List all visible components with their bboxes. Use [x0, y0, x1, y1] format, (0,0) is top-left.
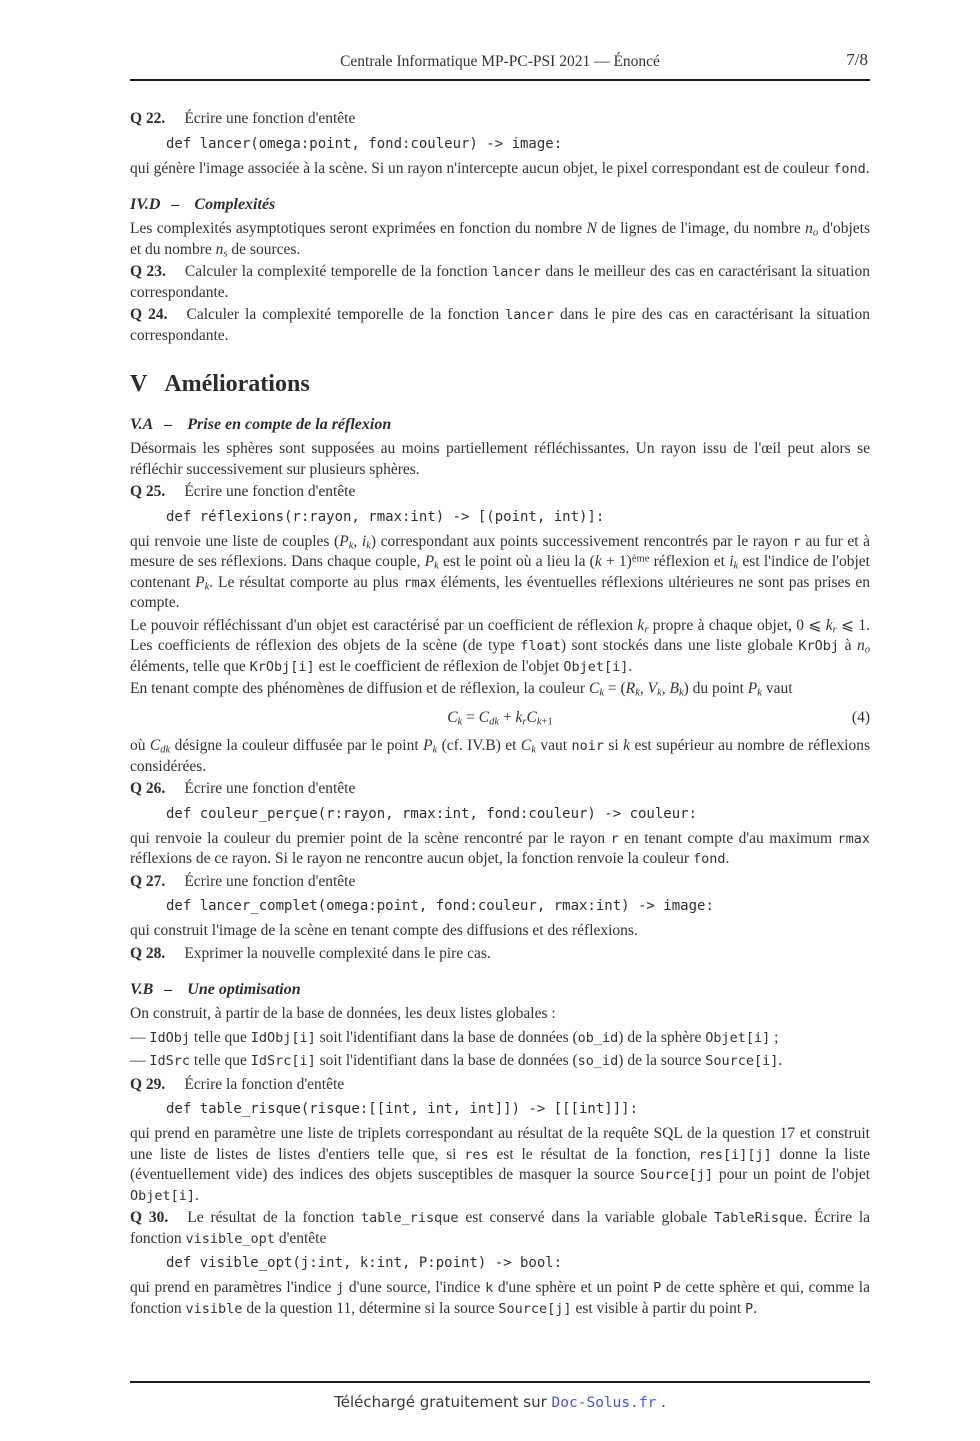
subsection-number: V.A	[130, 416, 154, 433]
inline-code: res	[464, 1146, 489, 1163]
math-var: k	[348, 540, 354, 552]
subscript	[679, 688, 684, 699]
inline-code: Objet[i]	[705, 1029, 771, 1046]
inline-code: IdSrc[i]	[250, 1053, 316, 1069]
code-block: def visible_opt(j:int, k:int, P:point) -> bool:	[166, 1255, 563, 1271]
inline-code: Objet[i]	[130, 1187, 196, 1204]
paragraph: où $C_{dk}$ désigne la couleur diffusée par le point $P_k$ (cf. IV.B) et $C_k$ vaut noir si k est supérieur au nombre de réflexions considérées.	[130, 737, 871, 775]
math-var: k	[757, 687, 762, 699]
math-var: R	[625, 680, 636, 697]
inline-code: rmax	[837, 830, 870, 847]
subsection-number: V.B	[130, 981, 154, 998]
math-var: o	[812, 227, 819, 239]
subsection-heading	[130, 194, 870, 215]
math-var: P	[424, 553, 435, 570]
inline-code: visible_opt	[185, 1230, 275, 1247]
equation-number: (4)	[851, 708, 870, 726]
inline-code: IdObj	[149, 1029, 191, 1046]
code-block: def table_risque(risque:[[int, int, int]]) -> [[[int]]]:	[166, 1101, 639, 1117]
inline-code: res[i][j]	[698, 1146, 772, 1163]
paragraph: En tenant compte des phénomènes de diffusion et de réflexion, la couleur $C_k = (R_k$, $V_k$, $B_k$) du point $P_k$ vaut	[130, 680, 793, 699]
inline-code: IdSrc	[149, 1053, 191, 1069]
math-var: k	[599, 687, 604, 699]
inline-code: Objet[i]	[563, 658, 629, 675]
math-var: o	[864, 644, 870, 656]
inline-code: fond	[833, 160, 866, 177]
subscript	[657, 688, 662, 699]
section-title: Améliorations	[164, 371, 310, 397]
subsection-heading	[130, 414, 870, 435]
math-var: P	[339, 532, 349, 550]
superscript: ème	[631, 553, 650, 565]
code-block: def réflexions(r:rayon, rmax:int) -> [(point, int)]:	[166, 508, 605, 525]
question-paragraph	[130, 109, 870, 130]
code-block: def couleur_perçue(r:rayon, rmax:int, fond:couleur) -> couleur:	[166, 805, 698, 822]
question-number: Q 23.	[130, 263, 166, 280]
subsection-dash: –	[164, 981, 173, 998]
math-var: N	[586, 220, 597, 237]
math-var: B	[669, 680, 679, 697]
inline-code: KrObj[i]	[249, 658, 315, 675]
subsection-dash: –	[171, 196, 180, 213]
inline-code: P	[745, 1300, 754, 1317]
math-var: k	[623, 737, 631, 754]
section-number: V	[130, 371, 148, 397]
question-text: Écrire la fonction d'entête	[184, 1075, 345, 1093]
doc-solus-link[interactable]: Doc-Solus.fr	[551, 1395, 657, 1411]
math-var: r	[522, 716, 527, 728]
inline-code: table_risque	[361, 1210, 459, 1226]
subsection-dash: –	[164, 416, 173, 433]
paragraph: On construit, à partir de la base de données, les deux listes globales :	[130, 1005, 556, 1022]
subscript	[599, 688, 604, 699]
equation-formula: $C_k = C_{dk} + k_rC_{k+1}$	[447, 708, 553, 728]
math-var: C	[447, 708, 458, 726]
math-var: k	[366, 540, 371, 552]
subscript	[757, 688, 762, 699]
inline-code: r	[792, 533, 801, 550]
math-var: V	[647, 680, 658, 697]
math-var: k	[657, 687, 662, 699]
math-var: k	[531, 744, 536, 756]
inline-code: KrObj	[798, 638, 840, 654]
question-number: Q 26.	[130, 780, 166, 797]
question-paragraph	[130, 779, 870, 800]
subsection-heading	[130, 979, 870, 1000]
question-text: Écrire une fonction d'entête	[184, 483, 356, 500]
paragraph: Les complexités asymptotiques seront exprimées en fonction du nombre N de lignes de l'image, du nombre $n_o$ d'objets et du nombre $n_s$ de sources.	[130, 220, 870, 260]
inline-code: float	[520, 638, 561, 654]
subscript	[366, 540, 371, 551]
question-text: Écrire une fonction d'entête	[184, 110, 356, 127]
list-item: — IdSrc telle que IdSrc[i] soit l'identifiant dans la base de données (so_id) de la source Source[i].	[130, 1052, 783, 1069]
inline-code: j	[336, 1280, 345, 1296]
list-item: — IdObj telle que IdObj[i] soit l'identifiant dans la base de données (ob_id) de la sphère Objet[i] ;	[130, 1028, 779, 1046]
question-paragraph	[130, 305, 870, 346]
subscript	[489, 716, 499, 727]
inline-code: TableRisque	[713, 1210, 804, 1226]
question-number: Q 27.	[130, 872, 166, 890]
code-block: def lancer_complet(omega:point, fond:couleur, rmax:int) -> image:	[166, 898, 714, 914]
paragraph: qui prend en paramètre une liste de triplets correspondant au résultat de la requête SQL de la question 17 et construit une liste de listes de listes d'entiers telle que, si res est le résultat de la fonction, res[i][j] donne la liste (éventuellement vide) des indices des objets susceptibles de masquer la source Source[j] pour un point de l'objet Objet[i].	[130, 1125, 871, 1204]
inline-code: lancer	[505, 307, 554, 323]
inline-code: IdObj[i]	[250, 1029, 316, 1046]
question-number: Q 28.	[130, 944, 166, 962]
math-var: C	[149, 737, 161, 754]
math-var: C	[526, 708, 537, 726]
math-var: r	[644, 624, 649, 636]
subsection-number: IV.D	[130, 196, 161, 213]
subscript	[223, 248, 227, 259]
math-var: k	[434, 560, 439, 572]
question-number: Q 22.	[130, 110, 166, 127]
math-var: i	[361, 532, 367, 550]
subscript	[531, 745, 536, 756]
subscript	[160, 745, 170, 756]
math-var: dk	[489, 716, 500, 728]
inline-code: Source[j]	[640, 1167, 714, 1183]
question-paragraph	[130, 262, 870, 303]
paragraph: Désormais les sphères sont supposées au moins partiellement réfléchissantes. Un rayon issu de l'œil peut alors se réfléchir successivement sur plusieurs sphères.	[130, 440, 870, 478]
subscript	[433, 745, 438, 756]
question-text: Calculer la complexité temporelle de la fonction lancer dans le meilleur des cas en caractérisant la situation correspondante.	[130, 263, 870, 301]
inline-code: ob_id	[577, 1029, 619, 1046]
question-number: Q 25.	[130, 483, 166, 500]
math-var: k	[536, 716, 542, 728]
question-text: Calculer la complexité temporelle de la fonction lancer dans le pire des cas en caractérisant la situation correspondante.	[130, 306, 870, 344]
inline-code: visible	[185, 1300, 243, 1317]
page-header	[130, 0, 870, 81]
question-text: Écrire une fonction d'entête	[184, 780, 356, 797]
question-paragraph	[130, 872, 870, 893]
subsection-title: Une optimisation	[187, 981, 301, 998]
page-footer	[130, 1381, 870, 1411]
math-var: k	[733, 560, 739, 572]
question-paragraph	[130, 944, 870, 965]
question-number: Q 30.	[130, 1209, 169, 1226]
question-text: Le résultat de la fonction table_risque est conservé dans la variable globale TableRisque. Écrire la fonction visible_opt d'entête	[130, 1209, 870, 1247]
subscript	[734, 561, 739, 572]
math-var: dk	[160, 744, 171, 756]
inline-code: rmax	[403, 574, 436, 591]
subscript	[833, 624, 837, 635]
math-var: s	[223, 248, 228, 260]
paragraph: qui prend en paramètres l'indice j d'une source, l'indice k d'une sphère et un point P de cette sphère et qui, comme la fonction visible de la question 11, détermine si la source Source[j] est visible à partir du point P.	[130, 1279, 870, 1317]
subscript	[813, 228, 818, 239]
inline-code: r	[610, 830, 619, 847]
math-var: k	[432, 744, 438, 756]
math-var: r	[832, 624, 837, 636]
subscript	[458, 716, 463, 727]
footer-text: Téléchargé gratuitement sur	[334, 1393, 547, 1411]
question-text: Exprimer la nouvelle complexité dans le pire cas.	[184, 944, 491, 962]
question-number: Q 24.	[130, 306, 168, 323]
inline-code: lancer	[492, 264, 541, 280]
section-heading	[130, 369, 870, 399]
inline-code: Source[i]	[705, 1053, 779, 1069]
subscript	[349, 540, 354, 551]
inline-code: so_id	[577, 1053, 619, 1069]
content-area	[130, 109, 870, 1319]
subsection-title: Complexités	[194, 196, 276, 213]
subscript	[865, 645, 870, 656]
inline-code: P	[653, 1280, 662, 1296]
question-paragraph	[130, 1208, 870, 1249]
math-var: k	[637, 616, 645, 634]
math-var: n	[805, 220, 813, 237]
math-var: k	[678, 687, 684, 699]
math-var: k	[635, 687, 640, 699]
question-paragraph	[130, 1075, 870, 1096]
math-var: P	[747, 680, 758, 697]
question-text: Écrire une fonction d'entête	[184, 872, 356, 890]
code-block: def lancer(omega:point, fond:couleur) -> image:	[166, 135, 563, 152]
document-title: Centrale Informatique MP-PC-PSI 2021 — Énoncé	[340, 53, 660, 70]
paragraph: qui construit l'image de la scène en tenant compte des diffusions et des réflexions.	[130, 922, 638, 939]
paragraph: Le pouvoir réfléchissant d'un objet est caractérisé par un coefficient de réflexion $k_r$ propre à chaque objet, 0 ⩽ $k_r$ ⩽ 1. Les coefficients de réflexion des objets de la scène (de type float) sont stockés dans une liste globale KrObj à $n_o$ éléments, telle que KrObj[i] est le coefficient de réflexion de l'objet Objet[i].	[130, 616, 870, 675]
math-var: k	[204, 581, 210, 593]
inline-code: Source[j]	[498, 1300, 572, 1317]
math-var: k	[457, 716, 463, 728]
math-var: k	[594, 553, 602, 570]
math-var: C	[520, 737, 532, 754]
question-number: Q 29.	[130, 1075, 166, 1093]
inline-code: k	[485, 1280, 494, 1296]
math-var: P	[195, 573, 205, 591]
math-var: n	[856, 637, 865, 654]
subsection-title: Prise en compte de la réflexion	[187, 416, 392, 433]
math-var: C	[588, 680, 600, 697]
math-var: n	[215, 240, 224, 258]
subscript	[644, 624, 648, 635]
subscript	[635, 688, 640, 699]
math-var: P	[423, 737, 433, 754]
inline-code: noir	[571, 738, 604, 754]
math-var: i	[729, 553, 734, 570]
paragraph: qui renvoie une liste de couples ($P_k$, $i_k$) correspondant aux points successivement rencontrés par le rayon r au fur et à mesure de ses réflexions. Dans chaque couple, $P_k$ est le point où a lieu la $(k + 1)^{ème}$ réflexion et $i_k$ est l'indice de l'objet contenant $P_k$. Le résultat comporte au plus rmax éléments, les éventuelles réflexions ultérieures ne sont pas prises en compte.	[130, 532, 870, 611]
subscript	[434, 561, 439, 572]
page-number: 7/8	[846, 50, 868, 69]
equation	[130, 708, 870, 729]
question-paragraph	[130, 482, 870, 503]
math-var: C	[478, 708, 490, 726]
paragraph: qui génère l'image associée à la scène. Si un rayon n'intercepte aucun objet, le pixel correspondant est de couleur fond.	[130, 159, 870, 177]
footer-period: .	[656, 1393, 666, 1411]
math-var: k	[515, 708, 523, 726]
subscript	[205, 581, 210, 592]
inline-code: fond	[692, 851, 726, 867]
paragraph: qui renvoie la couleur du premier point de la scène rencontré par le rayon r en tenant compte d'au maximum rmax réflexions de ce rayon. Si le rayon ne rencontre aucun objet, la fonction renvoie la couleur fond.	[130, 829, 870, 867]
math-var: k	[825, 616, 833, 634]
subscript: k+1	[536, 716, 553, 728]
